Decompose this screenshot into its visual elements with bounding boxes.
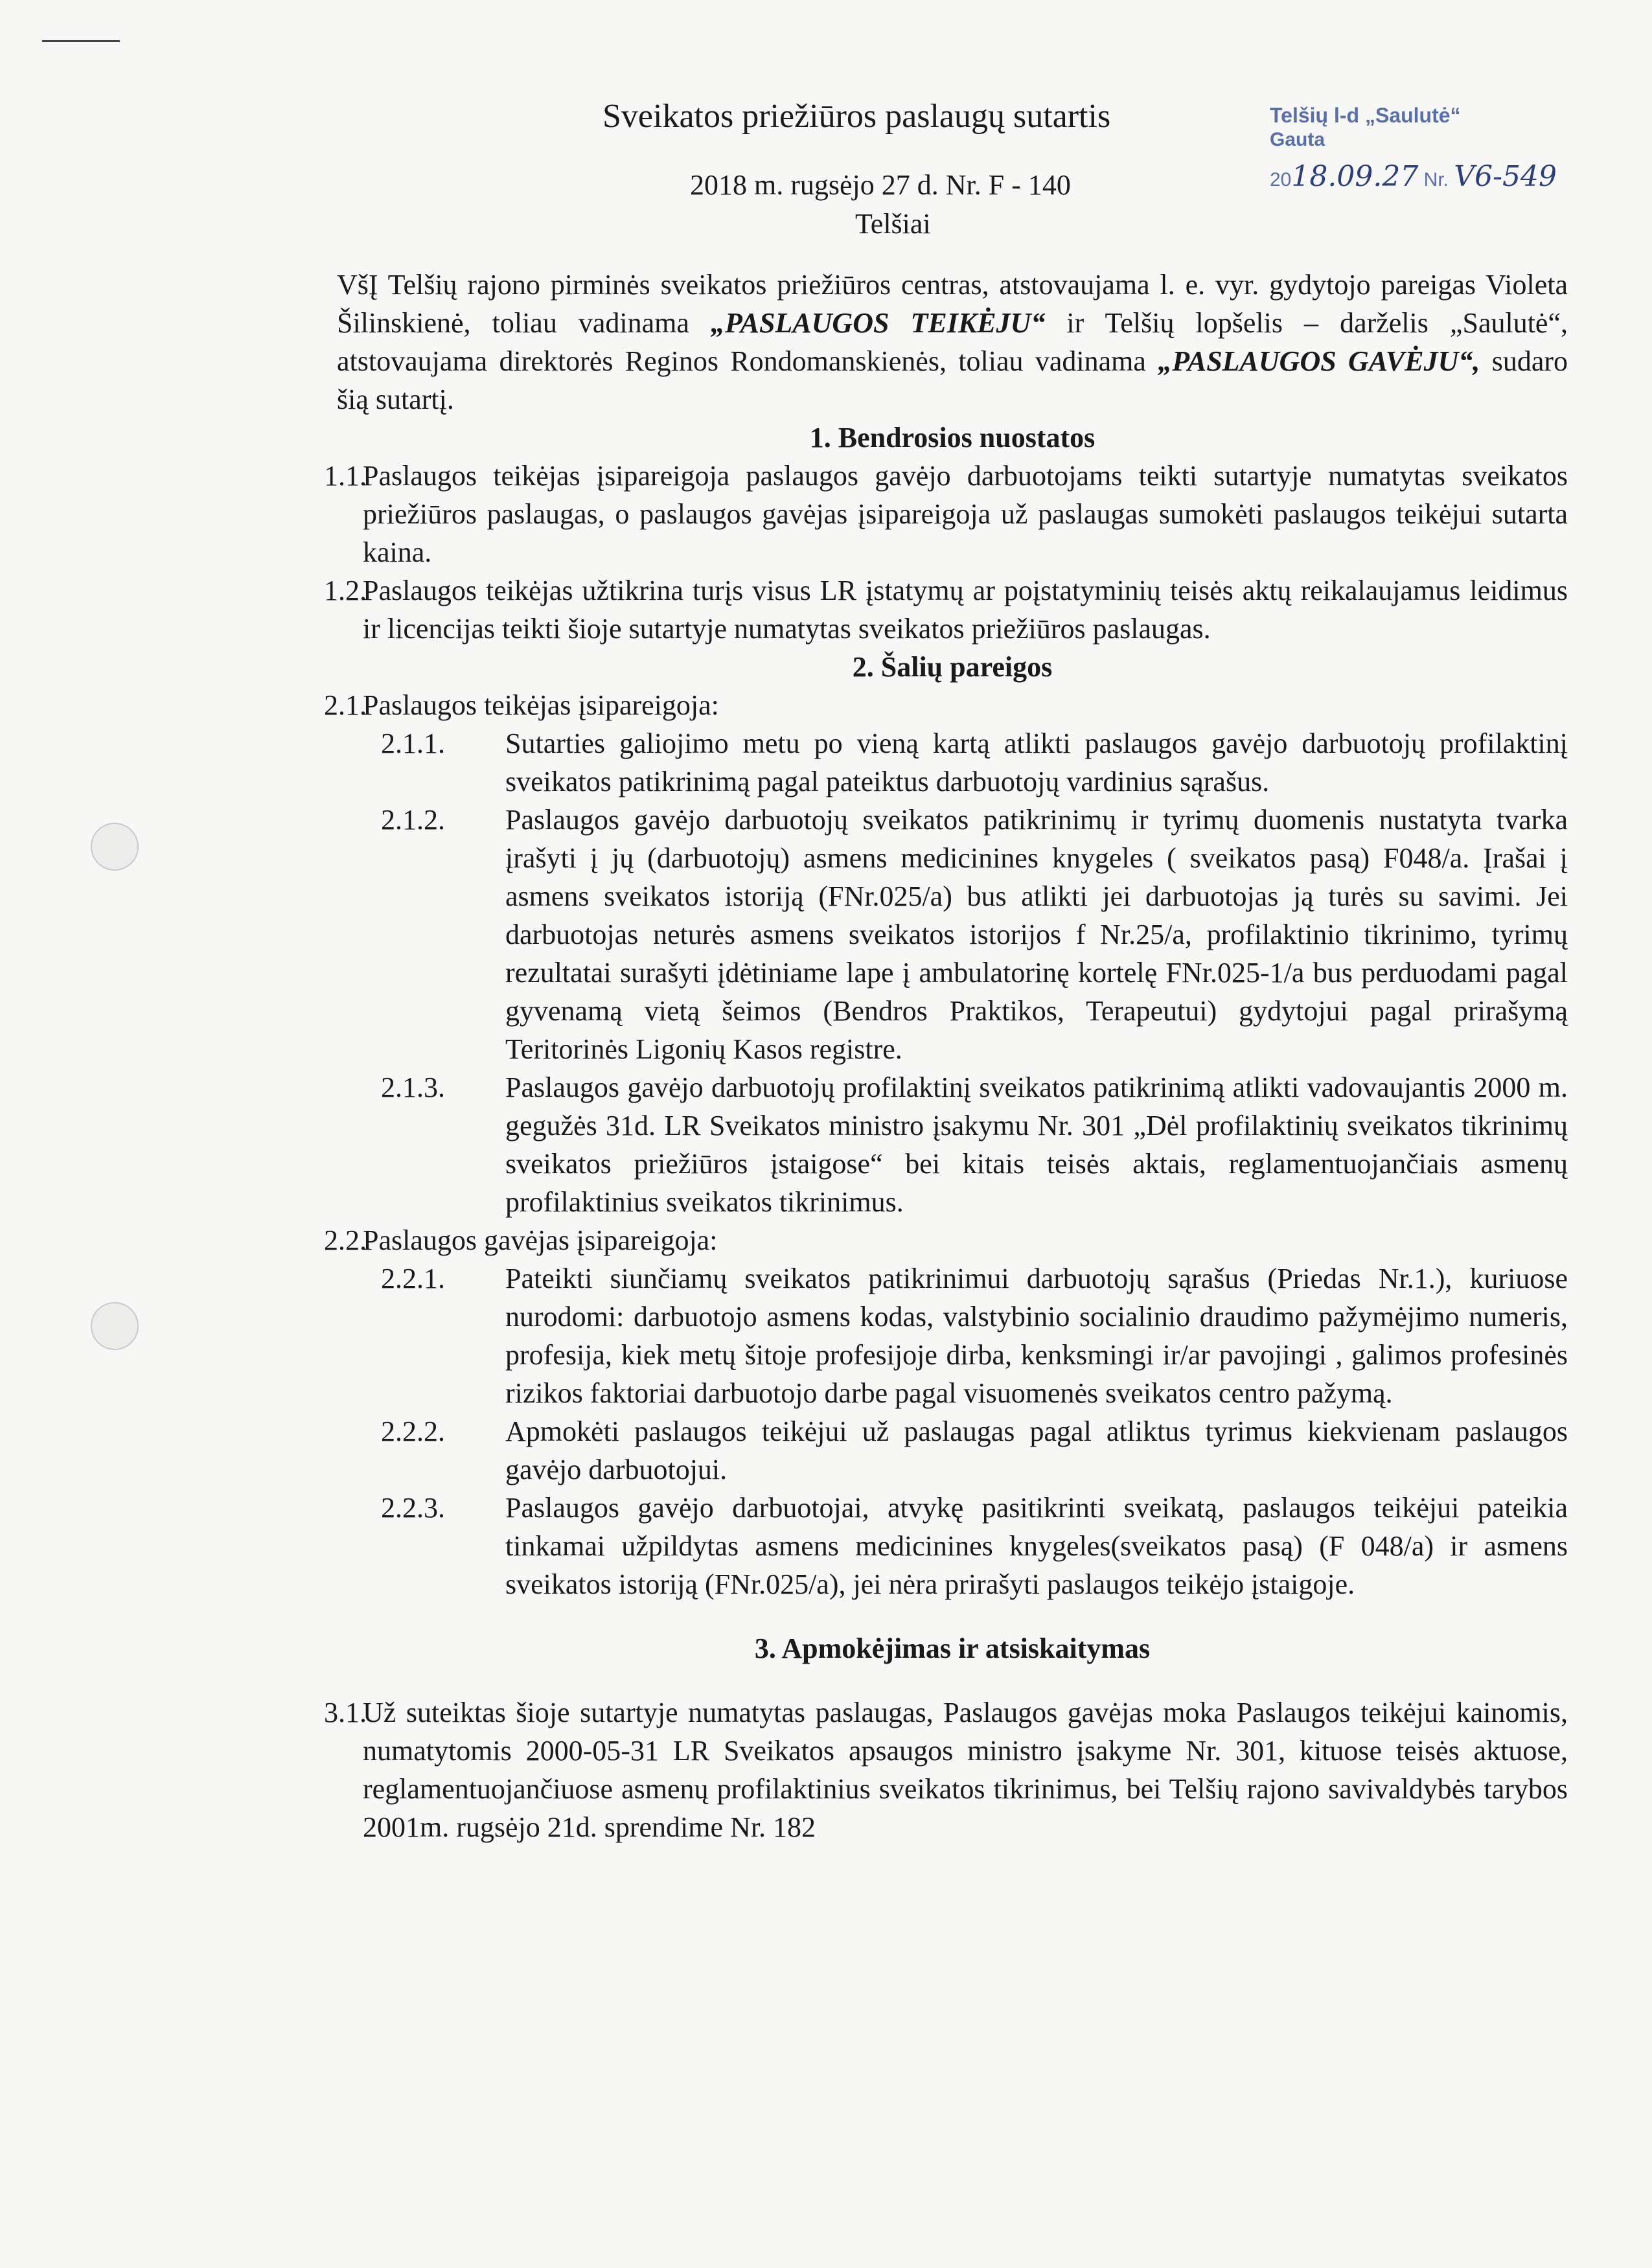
clause-text: Paslaugos gavėjas įsipareigoja:	[363, 1224, 718, 1256]
stamp-institution: Telšių l-d „Saulutė“	[1270, 104, 1461, 127]
stamp-date-prefix: 20	[1270, 169, 1292, 190]
intro-paragraph	[337, 266, 1568, 418]
subclause-text: Paslaugos gavėjo darbuotojų sveikatos patikrinimų ir tyrimų duomenis nustatyta tvarka įrašyti į jų (darbuotojų) asmens medicinines knygeles ( sveikatos pasą) F048/a. Įrašai į asmens sveikatos istoriją (FNr.025/a) bus atlikti jei darbuotojas ją turės su savimi. Jei darbuotojas neturės asmens sveikatos istorijos f Nr.25/a, profilaktinio tikrinimo, tyrimų rezultatai surašyti įdėtiniame lape į ambulatorinę kortelę FNr.025-1/a bus perduodami pagal gyvenamą vietą šeimos (Bendros Praktikos, Terapeutui) gydytojui pagal prirašymą Teritorinės Ligonių Kasos registre.	[505, 804, 1568, 1065]
clause-text: Paslaugos teikėjas užtikrina turįs visus LR įstatymų ar poįstatyminių teisės aktų reikalaujamus leidimus ir licencijas teikti šioje sutartyje numatytas sveikatos priežiūros paslaugas.	[363, 575, 1568, 645]
corner-mark	[42, 40, 120, 42]
section-heading: 2. Šalių pareigos	[852, 651, 1053, 683]
intro-term-provider: „PASLAUGOS TEIKĖJU“	[710, 307, 1046, 339]
intro-term-recipient: „PASLAUGOS GAVĖJU“,	[1158, 345, 1480, 377]
subclause	[381, 1068, 1568, 1221]
subclause-number: 2.2.1.	[381, 1263, 445, 1294]
clause-text: Paslaugos teikėjas įsipareigoja:	[363, 689, 719, 721]
stamp-received-label: Gauta	[1270, 129, 1325, 150]
clause	[324, 1221, 1568, 1259]
subclause-number: 2.2.2.	[381, 1415, 445, 1447]
intro-text: VšĮ Telšių rajono pirminės sveikatos priežiūros centras, atstovaujama l. e. vyr. gydytojo pareigas Violeta Šilinskienė, toliau vadinama	[337, 269, 1568, 339]
subclause-text: Paslaugos gavėjo darbuotojai, atvykę pasitikrinti sveikatą, paslaugos teikėjui pateikia tinkamai užpildytas asmens medicinines knygeles(sveikatos pasą) (F 048/a) ir asmens sveikatos istoriją (FNr.025/a), jei nėra prirašyti paslaugos teikėjo įstaigoje.	[505, 1492, 1568, 1600]
document-body	[324, 266, 1568, 1846]
spacer	[337, 1667, 1568, 1693]
subclause	[381, 724, 1568, 801]
section-heading: 3. Apmokėjimas ir atsiskaitymas	[754, 1632, 1151, 1664]
received-stamp	[1270, 104, 1557, 193]
clause-text: Paslaugos teikėjas įsipareigoja paslaugos gavėjo darbuotojams teikti sutartyje numatytas sveikatos priežiūros paslaugas, o paslaugos gavėjas įsipareigoja už paslaugas sumokėti paslaugos teikėjui sutarta kaina.	[363, 460, 1568, 568]
clause	[324, 686, 1568, 724]
section-heading: 1. Bendrosios nuostatos	[809, 422, 1096, 453]
document-dateline: 2018 m. rugsėjo 27 d. Nr. F - 140	[690, 169, 1071, 201]
subclause-number: 2.1.3.	[381, 1071, 445, 1103]
punch-hole-icon	[91, 823, 139, 871]
clause	[324, 457, 1568, 571]
stamp-handwritten-number: V6-549	[1454, 160, 1557, 193]
stamp-handwritten-date: 18.09.27	[1291, 160, 1419, 193]
subclause-text: Pateikti siunčiamų sveikatos patikrinimui darbuotojų sąrašus (Priedas Nr.1.), kuriuose nurodomi: darbuotojo asmens kodas, valstybinio socialinio draudimo pažymėjimo numeris, profesija, kiek metų šitoje profesijoje dirba, kenksmingi ir/ar pavojingi , galimos profesinės rizikos faktoriai darbuotojo darbe pagal visuomenės sveikatos centro pažymą.	[505, 1263, 1568, 1409]
clause-number: 1.2.	[324, 575, 367, 606]
clause	[324, 571, 1568, 648]
subclause	[381, 801, 1568, 1068]
clause-number: 3.1.	[324, 1697, 367, 1728]
document-city: Telšiai	[855, 208, 931, 240]
intro-text: ir Telšių lopšelis – darželis „Saulutė“, atstovaujama direktorės Reginos Rondomanskienės, toliau vadinama	[337, 307, 1568, 377]
clause	[324, 1693, 1568, 1846]
spacer	[337, 1603, 1568, 1629]
subclause-number: 2.1.2.	[381, 804, 445, 836]
subclause-text: Sutarties galiojimo metu po vieną kartą atlikti paslaugos gavėjo darbuotojų profilaktinį sveikatos patikrinimą pagal pateiktus darbuotojų vardinius sąrašus.	[505, 727, 1568, 797]
stamp-date-line	[1270, 160, 1557, 193]
subclause	[381, 1412, 1568, 1489]
document-title: Sveikatos priežiūros paslaugų sutartis	[602, 98, 1111, 135]
subclause-number: 2.2.3.	[381, 1492, 445, 1524]
subclause-text: Apmokėti paslaugos teikėjui už paslaugas pagal atliktus tyrimus kiekvienam paslaugos gavėjo darbuotojui.	[505, 1415, 1568, 1485]
clause-number: 2.2.	[324, 1224, 367, 1256]
subclause-number: 2.1.1.	[381, 727, 445, 759]
subclause	[381, 1489, 1568, 1603]
subclause-text: Paslaugos gavėjo darbuotojų profilaktinį sveikatos patikrinimą atlikti vadovaujantis 2000 m. gegužės 31d. LR Sveikatos ministro įsakymu Nr. 301 „Dėl profilaktinių sveikatos tikrinimų sveikatos priežiūros įstaigose“ bei kitais teisės aktais, reglamentuojančiais asmenų profilaktinius sveikatos tikrinimus.	[505, 1071, 1568, 1218]
clause-number: 1.1.	[324, 460, 367, 492]
clause-number: 2.1.	[324, 689, 367, 721]
subclause	[381, 1259, 1568, 1412]
punch-hole-icon	[91, 1302, 139, 1350]
intro-text: sudaro šią sutartį.	[337, 345, 1568, 415]
clause-text: Už suteiktas šioje sutartyje numatytas paslaugas, Paslaugos gavėjas moka Paslaugos teikėjui kainomis, numatytomis 2000-05-31 LR Sveikatos apsaugos ministro įsakyme Nr. 301, kituose teisės aktuose, reglamentuojančiuose asmenų profilaktinius sveikatos tikrinimus, bei Telšių rajono savivaldybės tarybos 2001m. rugsėjo 21d. sprendime Nr. 182	[363, 1697, 1568, 1843]
stamp-nr-label: Nr.	[1423, 169, 1449, 190]
